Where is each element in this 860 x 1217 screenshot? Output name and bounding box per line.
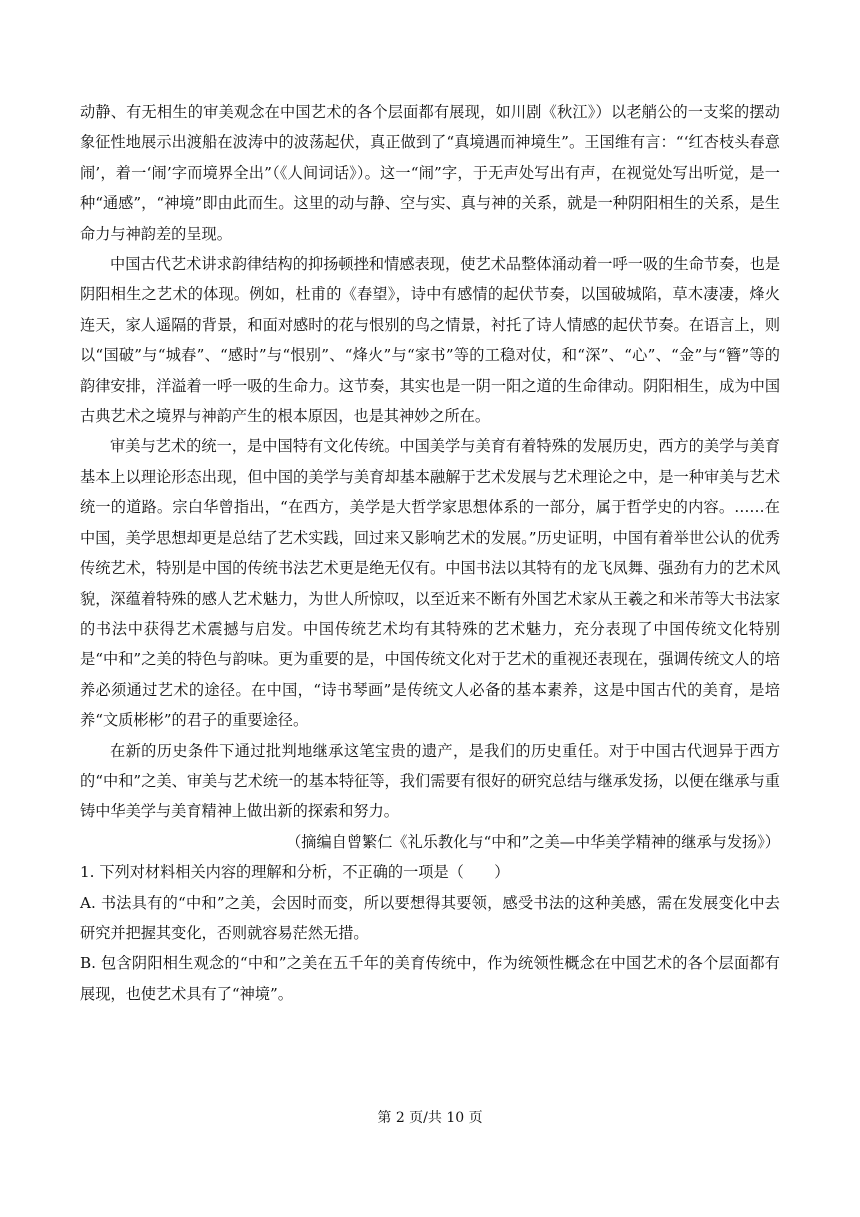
page-number-footer: 第 2 页/共 10 页 bbox=[377, 1110, 483, 1126]
option-a: A. 书法具有的“中和”之美，会因时而变，所以要想得其要领，感受书法的这种美感，需在发展变化中去研究并把握其变化，否则就容易茫然无措。 bbox=[80, 893, 780, 942]
source-citation: （摘编自曾繁仁《礼乐教化与“中和”之美—中华美学精神的继承与发扬》） bbox=[286, 832, 780, 851]
question-stem: 1. 下列对材料相关内容的理解和分析，不正确的一项是（ ） bbox=[80, 863, 510, 882]
paragraph-2: 中国古代艺术讲求韵律结构的抑扬顿挫和情感表现，使艺术品整体涌动着一呼一吸的生命节奏，也是阴阳相生之艺术的体现。例如，杜甫的《春望》，诗中有感情的起伏节奏，以国破城陷，草木凄凄，烽火连天，家人遥隔的背景，和面对感时的花与恨别的鸟之情景，衬托了诗人情感的起伏节奏。在语言上，则以“国破”与“城春”、“感时”与“恨别”、“烽火”与“家书”等的工稳对仗，和“深”、“心”、“金”与“簪”等的韵律安排，洋溢着一呼一吸的生命力。这节奏，其实也是一阴一阳之道的生命律动。阴阳相生，成为中国古典艺术之境界与神韵产生的根本原因，也是其神妙之所在。 bbox=[80, 255, 780, 426]
paragraph-4: 在新的历史条件下通过批判地继承这笔宝贵的遗产，是我们的历史重任。对于中国古代迥异于西方的“中和”之美、审美与艺术统一的基本特征等，我们需要有很好的研究总结与继承发扬，以便在继承与重铸中华美学与美育精神上做出新的探索和努力。 bbox=[80, 741, 780, 821]
option-b: B. 包含阴阳相生观念的“中和”之美在五千年的美育传统中，作为统领性概念在中国艺术的各个层面都有展现，也使艺术具有了“神境”。 bbox=[80, 954, 780, 1003]
article-body bbox=[80, 97, 780, 1009]
paragraph-3: 审美与艺术的统一，是中国特有文化传统。中国美学与美育有着特殊的发展历史，西方的美学与美育基本上以理论形态出现，但中国的美学与美育却基本融解于艺术发展与艺术理论之中，是一种审美与艺术统一的道路。宗白华曾指出，“在西方，美学是大哲学家思想体系的一部分，属于哲学史的内容。……在中国，美学思想却更是总结了艺术实践，回过来又影响艺术的发展。”历史证明，中国有着举世公认的优秀传统艺术，特别是中国的传统书法艺术更是绝无仅有。中国书法以其特有的龙飞凤舞、强劲有力的艺术风貌，深蕴着特殊的感人艺术魅力，为世人所惊叹，以至近来不断有外国艺术家从王羲之和米芾等大书法家的书法中获得艺术震撼与启发。中国传统艺术均有其特殊的艺术魅力，充分表现了中国传统文化特别是“中和”之美的特色与韵味。更为重要的是，中国传统文化对于艺术的重视还表现在，强调传统文人的培养必须通过艺术的途径。在中国，“诗书琴画”是传统文人必备的基本素养，这是中国古代的美育，是培养“文质彬彬”的君子的重要途径。 bbox=[80, 437, 780, 730]
paragraph-1: 动静、有无相生的审美观念在中国艺术的各个层面都有展现，如川剧《秋江》）以老艄公的一支桨的摆动象征性地展示出渡船在波涛中的波荡起伏，真正做到了“真境遇而神境生”。王国维有言：“‘红杏枝头春意闹’，着一‘闹’字而境界全出”（《人间词话》）。这一“闹”字，于无声处写出有声，在视觉处写出听觉，是一种“通感”，“神境”即由此而生。这里的动与静、空与实、真与神的关系，就是一种阴阳相生的关系，是生命力与神韵差的呈现。 bbox=[80, 103, 780, 243]
